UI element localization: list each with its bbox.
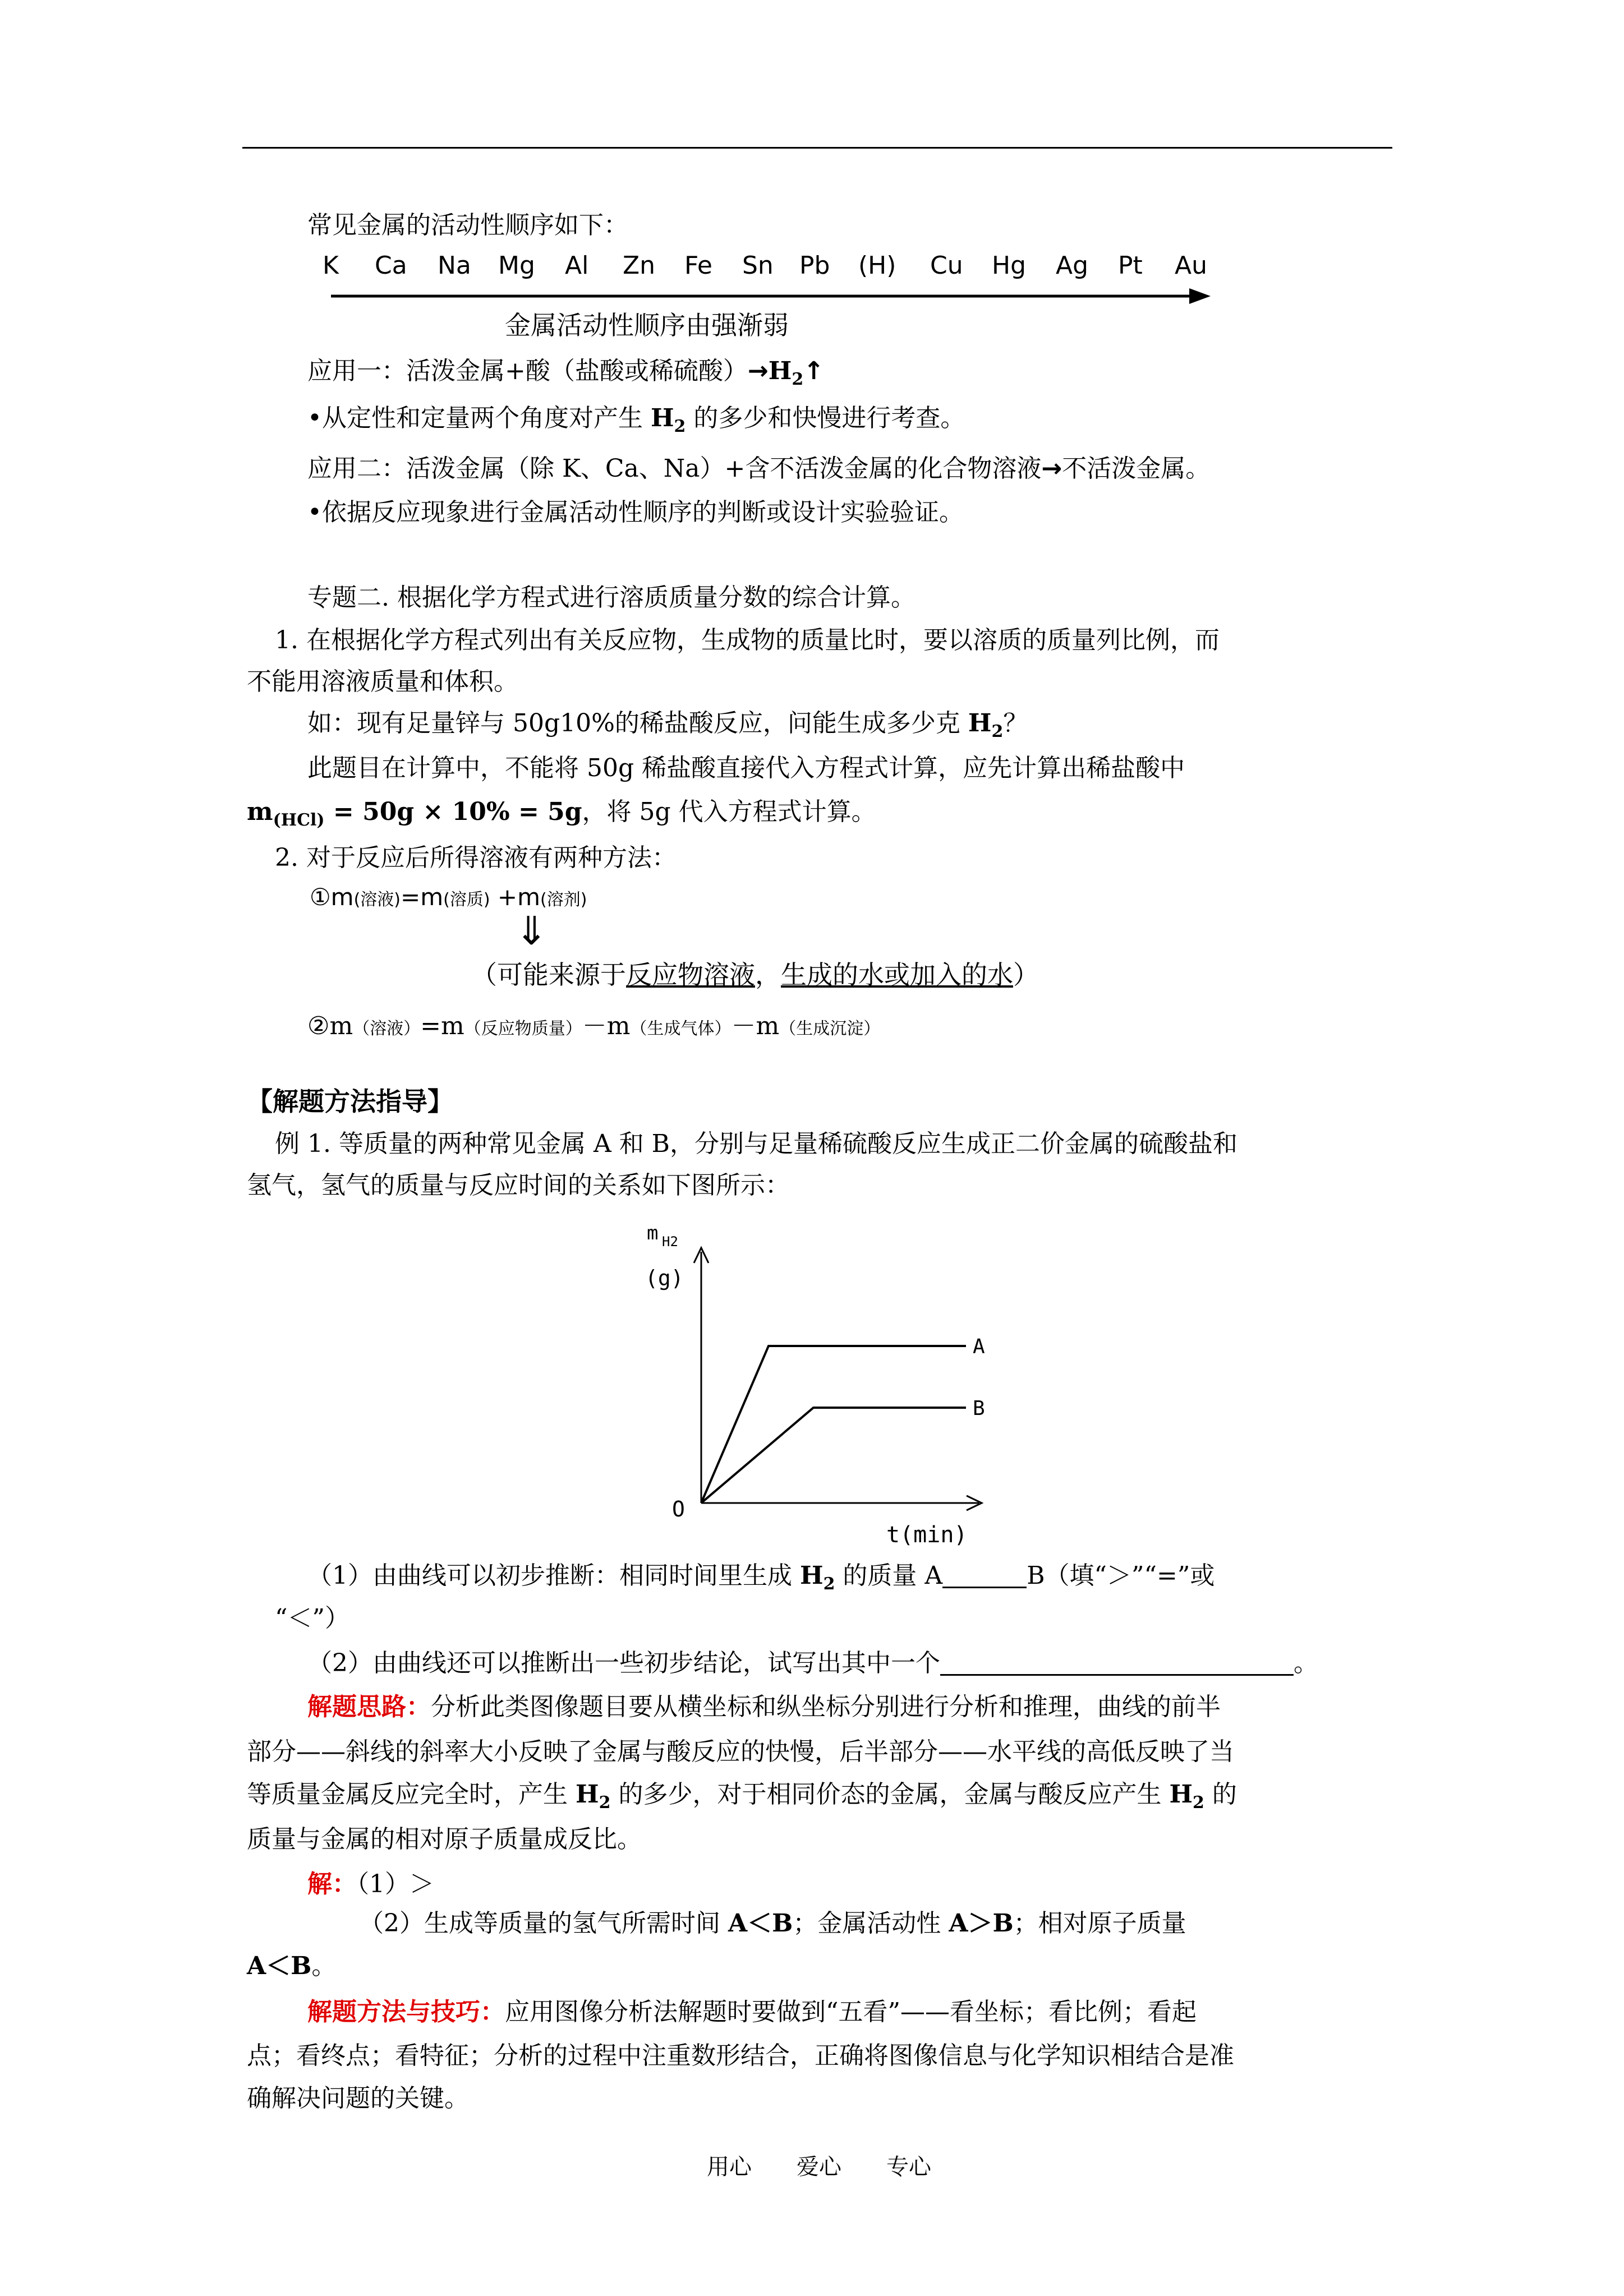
application-one: 应用一：活泼金属+酸（盐酸或稀硫酸）$\to H_2↑$: [307, 357, 825, 389]
x-axis-label: t(min): [886, 1522, 968, 1548]
metal-symbol: Ag: [1056, 251, 1089, 280]
metal-symbol: Pb: [799, 251, 830, 280]
series-label-b: B: [973, 1397, 985, 1420]
explain-line1: 此题目在计算中，不能将 50g 稀盐酸直接代入方程式计算，应先计算出稀盐酸中: [307, 754, 1185, 782]
metal-symbol: Pt: [1118, 251, 1143, 280]
metal-symbol: K: [323, 251, 339, 280]
metal-symbol: Hg: [992, 251, 1027, 280]
y-axis-label: m: [647, 1222, 659, 1244]
metal-symbol: Fe: [684, 251, 712, 280]
thinking-line3: 等质量金属反应完全时，产生 $H_2$ 的多少，对于相同价态的金属，金属与酸反应产生 $H_2$ 的: [247, 1780, 1237, 1813]
thinking-line1: 解题思路：分析此类图像题目要从横坐标和纵坐标分别进行分析和推理，曲线的前半: [307, 1693, 1221, 1721]
application-two-bullet: •依据反应现象进行金属活动性顺序的判断或设计实验验证。: [307, 498, 964, 527]
metal-symbol: (H): [858, 251, 896, 280]
header-rule: [242, 147, 1392, 149]
activity-intro: 常见金属的活动性顺序如下：: [307, 211, 628, 239]
question-one-line2: “＜”）: [275, 1604, 349, 1633]
page-footer: 用心 爱心 专心: [707, 2154, 931, 2180]
technique-line3: 确解决问题的关键。: [247, 2084, 469, 2113]
point-one-line2: 不能用溶液质量和体积。: [247, 667, 518, 696]
metal-symbol: Cu: [930, 251, 963, 280]
metal-symbol: Na: [438, 251, 471, 280]
application-one-bullet: •从定性和定量两个角度对产生 $H_2$ 的多少和快慢进行考查。: [307, 404, 965, 436]
metal-symbol: Au: [1175, 251, 1207, 280]
series-line-a: [701, 1346, 966, 1503]
thinking-line2: 部分——斜线的斜率大小反映了金属与酸反应的快慢，后半部分——水平线的高低反映了当: [247, 1737, 1234, 1766]
metal-symbol: Mg: [498, 251, 535, 280]
metal-symbol: Al: [565, 251, 589, 280]
origin-label: O: [672, 1497, 685, 1522]
technique-line2: 点；看终点；看特征；分析的过程中注重数形结合，正确将图像信息与化学知识相结合是准: [247, 2041, 1234, 2070]
formula-two: ②m（溶液）=m（反应物质量）－m（生成气体）－m（生成沉淀）: [307, 1012, 881, 1040]
series-label-a: A: [973, 1335, 985, 1358]
answer-blank-2[interactable]: [940, 1648, 1294, 1676]
answer-blank-1[interactable]: [942, 1561, 1027, 1588]
question-one-line1: （1）由曲线可以初步推断：相同时间里生成 $H_2$ 的质量 A B（填“＞”“=”或: [307, 1561, 1215, 1594]
point-one-line1: 1. 在根据化学方程式列出有关反应物，生成物的质量比时，要以溶质的质量列比例，而: [275, 626, 1220, 654]
y-axis-label-sub: H2: [662, 1234, 678, 1250]
formula-one: ①m(溶液)=m(溶质) +m(溶剂): [310, 883, 587, 911]
application-two: 应用二：活泼金属（除 K、Ca、Na）+含不活泼金属的化合物溶液→不活泼金属。: [307, 454, 1211, 483]
question-two: （2）由曲线还可以推断出一些初步结论，试写出其中一个 。: [307, 1649, 1318, 1677]
thinking-line4: 质量与金属的相对原子质量成反比。: [247, 1825, 642, 1854]
formula-one-note: （可能来源于反应物溶液，生成的水或加入的水）: [471, 960, 1039, 990]
down-arrow-icon: ⇓: [515, 908, 548, 954]
metal-symbol: Ca: [375, 251, 407, 280]
example-one-line2: 氢气，氢气的质量与反应时间的关系如下图所示：: [247, 1171, 790, 1200]
example-question: 如：现有足量锌与 50g10%的稀盐酸反应，问能生成多少克 $H_2$？: [307, 709, 1028, 741]
metal-symbol: Sn: [742, 251, 774, 280]
activity-arrow: [331, 285, 1212, 307]
explain-line2: $m_{(HCl)} = 50g \times 10\% = 5g$，将 5g 代入方程式计算。: [247, 797, 876, 830]
point-two: 2. 对于反应后所得溶液有两种方法：: [275, 843, 677, 872]
metal-symbol: Zn: [623, 251, 656, 280]
answer-line2: （2）生成等质量的氢气所需时间 A＜B；金属活动性 A＞B；相对原子质量: [359, 1909, 1186, 1938]
answer-line1: 解：（1）＞: [307, 1870, 434, 1898]
example-one-line1: 例 1. 等质量的两种常见金属 A 和 B，分别与足量稀硫酸反应生成正二价金属的硫酸盐和: [275, 1129, 1238, 1158]
arrow-caption: 金属活动性顺序由强渐弱: [505, 310, 789, 340]
answer-line3: A＜B。: [247, 1952, 337, 1980]
technique-line1: 解题方法与技巧：应用图像分析法解题时要做到“五看”——看坐标；看比例；看起: [307, 1998, 1197, 2026]
series-line-b: [701, 1408, 966, 1503]
y-axis-unit: (g): [645, 1266, 684, 1290]
hydrogen-mass-chart: [640, 1217, 999, 1548]
method-heading: 【解题方法指导】: [247, 1086, 453, 1117]
topic-two-heading: 专题二. 根据化学方程式进行溶质质量分数的综合计算。: [307, 583, 915, 612]
